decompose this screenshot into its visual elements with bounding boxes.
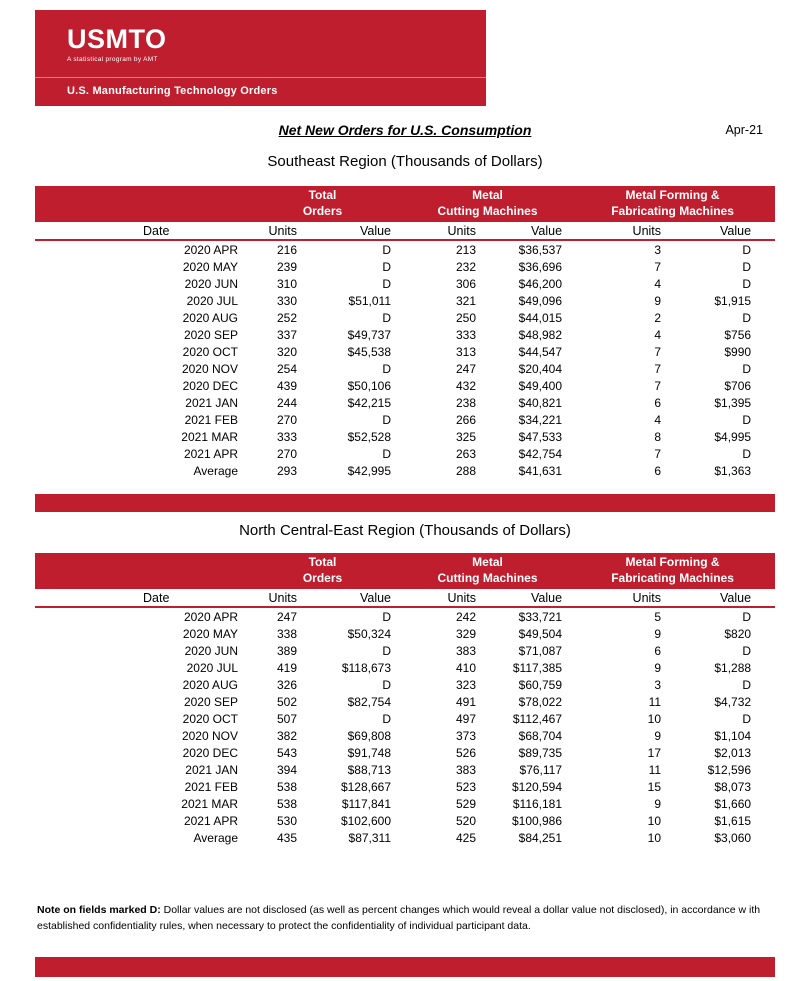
- number-cell: 213: [455, 242, 477, 257]
- number-cell: D: [742, 259, 752, 274]
- number-cell: 439: [276, 378, 297, 393]
- number-cell: D: [742, 677, 752, 692]
- date-cell: 2020 JUN: [184, 276, 238, 291]
- number-cell: 4: [654, 276, 662, 291]
- number-cell: 310: [276, 276, 297, 291]
- north-central-east-table-body: [35, 607, 775, 846]
- number-cell: $1,660: [714, 796, 752, 811]
- number-cell: $1,104: [714, 728, 752, 743]
- confidentiality-note: [37, 903, 761, 935]
- number-cell: D: [382, 310, 392, 325]
- date-cell: 2021 MAR: [181, 796, 238, 811]
- number-cell: $2,013: [714, 745, 752, 760]
- number-cell: 254: [276, 361, 297, 376]
- number-cell: D: [382, 276, 392, 291]
- number-cell: $46,200: [518, 276, 563, 291]
- number-cell: $42,995: [347, 463, 392, 478]
- number-cell: 3: [654, 677, 662, 692]
- number-cell: $68,704: [518, 728, 563, 743]
- number-cell: 9: [654, 728, 662, 743]
- number-cell: 11: [648, 762, 662, 777]
- table-row: [35, 693, 775, 710]
- section-divider-bar: [35, 494, 775, 512]
- group-header-metal-cutting: [405, 186, 570, 222]
- date-cell: 2020 SEP: [183, 694, 238, 709]
- number-cell: 337: [276, 327, 297, 342]
- number-cell: 502: [276, 694, 297, 709]
- column-header-units: Units: [570, 589, 665, 607]
- group-header-spacer: [35, 553, 240, 589]
- number-cell: 263: [455, 446, 477, 461]
- number-cell: $78,022: [518, 694, 563, 709]
- number-cell: D: [382, 412, 392, 427]
- number-cell: $128,667: [340, 779, 392, 794]
- group-label-line: Orders: [302, 571, 343, 585]
- number-cell: $112,467: [512, 711, 563, 726]
- number-cell: $1,363: [714, 463, 752, 478]
- table-row: [35, 343, 775, 360]
- group-header-total-orders: [240, 186, 405, 222]
- number-cell: 9: [654, 626, 662, 641]
- table-row: [35, 642, 775, 659]
- number-cell: D: [742, 446, 752, 461]
- number-cell: 10: [647, 813, 662, 828]
- date-cell: 2020 NOV: [181, 361, 238, 376]
- number-cell: 293: [276, 463, 297, 478]
- table-row: [35, 727, 775, 744]
- number-cell: D: [382, 446, 392, 461]
- number-cell: 507: [276, 711, 297, 726]
- number-cell: D: [382, 643, 392, 658]
- number-cell: 4: [654, 327, 662, 342]
- group-header-total-orders: [240, 553, 405, 589]
- date-cell: Average: [193, 830, 238, 845]
- number-cell: $50,324: [347, 626, 392, 641]
- table-row: [35, 607, 775, 625]
- table-row: [35, 309, 775, 326]
- table-row: [35, 659, 775, 676]
- average-row: [35, 462, 775, 479]
- bottom-bar: [35, 957, 775, 977]
- number-cell: 6: [654, 395, 662, 410]
- usmto-logo: [67, 26, 167, 63]
- number-cell: D: [382, 677, 392, 692]
- region-title-southeast: Southeast Region (Thousands of Dollars): [267, 153, 543, 170]
- date-cell: 2020 APR: [183, 609, 238, 624]
- number-cell: $3,060: [714, 830, 752, 845]
- table-row: [35, 411, 775, 428]
- number-cell: $49,504: [518, 626, 563, 641]
- number-cell: 15: [647, 779, 662, 794]
- number-cell: 247: [455, 361, 477, 376]
- number-cell: 3: [654, 242, 662, 257]
- group-label-line: Total: [308, 555, 337, 570]
- number-cell: 383: [455, 643, 477, 658]
- number-cell: 8: [654, 429, 662, 444]
- number-cell: 9: [654, 660, 662, 675]
- number-cell: $48,982: [518, 327, 563, 342]
- number-cell: $8,073: [714, 779, 752, 794]
- number-cell: 6: [654, 463, 662, 478]
- group-label-line: Fabricating Machines: [611, 204, 734, 218]
- number-cell: $50,106: [347, 378, 392, 393]
- number-cell: $12,596: [707, 762, 752, 777]
- number-cell: 497: [455, 711, 477, 726]
- number-cell: $49,400: [518, 378, 563, 393]
- group-header-metal-forming: [570, 553, 775, 589]
- number-cell: D: [742, 361, 752, 376]
- date-cell: 2020 NOV: [181, 728, 238, 743]
- table-row: [35, 795, 775, 812]
- number-cell: 252: [276, 310, 297, 325]
- column-header-date: Date: [35, 222, 240, 240]
- number-cell: $116,181: [512, 796, 563, 811]
- column-header-units: Units: [570, 222, 665, 240]
- number-cell: 250: [455, 310, 477, 325]
- number-cell: $756: [724, 327, 752, 342]
- number-cell: $20,404: [518, 361, 563, 376]
- number-cell: $117,841: [341, 796, 392, 811]
- column-header-value: Value: [305, 222, 405, 240]
- number-cell: 382: [276, 728, 297, 743]
- number-cell: 523: [455, 779, 477, 794]
- number-cell: 373: [455, 728, 477, 743]
- number-cell: 17: [647, 745, 662, 760]
- date-cell: 2020 DEC: [182, 378, 238, 393]
- date-cell: 2020 OCT: [182, 344, 238, 359]
- number-cell: 232: [455, 259, 477, 274]
- number-cell: 6: [654, 643, 662, 658]
- number-cell: 2: [654, 310, 662, 325]
- date-cell: Average: [193, 463, 238, 478]
- number-cell: $44,015: [518, 310, 563, 325]
- date-cell: 2021 APR: [183, 446, 238, 461]
- number-cell: $1,395: [714, 395, 752, 410]
- number-cell: $82,754: [347, 694, 392, 709]
- column-header-row: [35, 222, 775, 240]
- number-cell: $36,537: [518, 242, 563, 257]
- number-cell: D: [742, 242, 752, 257]
- group-label-line: Metal: [472, 555, 503, 570]
- usmto-banner: [35, 10, 486, 106]
- number-cell: D: [382, 259, 392, 274]
- number-cell: 389: [276, 643, 297, 658]
- group-label-line: Orders: [302, 204, 343, 218]
- number-cell: 7: [654, 259, 662, 274]
- date-cell: 2020 MAY: [182, 259, 238, 274]
- note-label: Note on fields marked D:: [37, 904, 161, 916]
- number-cell: 326: [276, 677, 297, 692]
- table-row: [35, 377, 775, 394]
- date-cell: 2021 MAR: [181, 429, 238, 444]
- group-label-line: Cutting Machines: [437, 204, 538, 218]
- average-row: [35, 829, 775, 846]
- number-cell: 491: [455, 694, 477, 709]
- table-row: [35, 676, 775, 693]
- number-cell: $41,631: [518, 463, 563, 478]
- number-cell: 306: [455, 276, 477, 291]
- table-row: [35, 240, 775, 258]
- table-row: [35, 360, 775, 377]
- number-cell: D: [742, 711, 752, 726]
- number-cell: 538: [276, 779, 297, 794]
- number-cell: 419: [276, 660, 297, 675]
- number-cell: $49,096: [518, 293, 563, 308]
- date-cell: 2020 AUG: [182, 310, 238, 325]
- number-cell: $4,732: [714, 694, 752, 709]
- table-row: [35, 258, 775, 275]
- date-cell: 2020 JUN: [184, 643, 238, 658]
- southeast-table-body: [35, 240, 775, 479]
- table-row: [35, 394, 775, 411]
- table-row: [35, 428, 775, 445]
- number-cell: 333: [276, 429, 297, 444]
- number-cell: $52,528: [347, 429, 392, 444]
- number-cell: 543: [276, 745, 297, 760]
- date-cell: 2021 FEB: [184, 412, 238, 427]
- number-cell: $47,533: [518, 429, 563, 444]
- title-row: [35, 122, 775, 142]
- table-row: [35, 744, 775, 761]
- date-cell: 2020 DEC: [182, 745, 238, 760]
- number-cell: 239: [276, 259, 297, 274]
- number-cell: 435: [276, 830, 297, 845]
- date-cell: 2020 SEP: [183, 327, 238, 342]
- column-header-row: [35, 589, 775, 607]
- number-cell: D: [742, 643, 752, 658]
- table-row: [35, 761, 775, 778]
- number-cell: $4,995: [714, 429, 752, 444]
- number-cell: $89,735: [518, 745, 563, 760]
- number-cell: 333: [455, 327, 477, 342]
- number-cell: 330: [276, 293, 297, 308]
- date-cell: 2020 OCT: [182, 711, 238, 726]
- column-header-units: Units: [405, 589, 480, 607]
- number-cell: 394: [276, 762, 297, 777]
- column-header-value: Value: [305, 589, 405, 607]
- column-header-units: Units: [240, 589, 305, 607]
- banner-divider: [35, 77, 486, 78]
- number-cell: $1,288: [714, 660, 752, 675]
- number-cell: 529: [455, 796, 477, 811]
- number-cell: $117,385: [512, 660, 563, 675]
- number-cell: $706: [724, 378, 752, 393]
- number-cell: 242: [455, 609, 477, 624]
- number-cell: $102,600: [340, 813, 392, 828]
- table-row: [35, 275, 775, 292]
- region-title-north-central-east: North Central-East Region (Thousands of Dollars): [239, 522, 571, 539]
- number-cell: $34,221: [518, 412, 563, 427]
- column-header-value: Value: [665, 589, 775, 607]
- number-cell: 4: [654, 412, 662, 427]
- number-cell: 216: [276, 242, 297, 257]
- column-header-units: Units: [240, 222, 305, 240]
- column-header-value: Value: [480, 222, 570, 240]
- number-cell: 7: [654, 378, 662, 393]
- number-cell: 247: [276, 609, 297, 624]
- date-cell: 2020 APR: [183, 242, 238, 257]
- number-cell: 7: [654, 344, 662, 359]
- number-cell: 270: [276, 412, 297, 427]
- group-label-line: Cutting Machines: [437, 571, 538, 585]
- number-cell: 10: [647, 830, 662, 845]
- number-cell: $51,011: [348, 293, 392, 308]
- number-cell: 338: [276, 626, 297, 641]
- group-header-row: [35, 186, 775, 222]
- group-header-spacer: [35, 186, 240, 222]
- column-header-value: Value: [480, 589, 570, 607]
- number-cell: 432: [455, 378, 477, 393]
- number-cell: 270: [276, 446, 297, 461]
- number-cell: $71,087: [518, 643, 563, 658]
- usmto-logo-tagline: A statistical program by AMT: [67, 56, 158, 63]
- group-header-metal-cutting: [405, 553, 570, 589]
- number-cell: 325: [455, 429, 477, 444]
- number-cell: D: [742, 412, 752, 427]
- banner-subtitle: U.S. Manufacturing Technology Orders: [67, 85, 278, 97]
- number-cell: $69,808: [347, 728, 392, 743]
- date-cell: 2020 JUL: [186, 660, 238, 675]
- number-cell: $76,117: [519, 762, 563, 777]
- number-cell: 288: [455, 463, 477, 478]
- table-row: [35, 778, 775, 795]
- number-cell: D: [742, 609, 752, 624]
- number-cell: $990: [724, 344, 752, 359]
- number-cell: D: [382, 361, 392, 376]
- number-cell: 530: [276, 813, 297, 828]
- date-cell: 2021 FEB: [184, 779, 238, 794]
- number-cell: $118,673: [341, 660, 392, 675]
- number-cell: $120,594: [511, 779, 563, 794]
- number-cell: $1,915: [714, 293, 752, 308]
- number-cell: 5: [654, 609, 662, 624]
- number-cell: 425: [455, 830, 477, 845]
- table-row: [35, 710, 775, 727]
- column-header-units: Units: [405, 222, 480, 240]
- number-cell: D: [382, 711, 392, 726]
- number-cell: 313: [455, 344, 477, 359]
- number-cell: $45,538: [347, 344, 392, 359]
- group-label-line: Total: [308, 188, 337, 203]
- column-header-value: Value: [665, 222, 775, 240]
- group-header-metal-forming: [570, 186, 775, 222]
- date-cell: 2021 APR: [183, 813, 238, 828]
- number-cell: 321: [455, 293, 477, 308]
- number-cell: 266: [455, 412, 477, 427]
- number-cell: 10: [647, 711, 662, 726]
- number-cell: $1,615: [714, 813, 752, 828]
- date-cell: 2021 JAN: [185, 395, 238, 410]
- number-cell: 329: [455, 626, 477, 641]
- number-cell: $40,821: [518, 395, 563, 410]
- number-cell: $88,713: [347, 762, 392, 777]
- number-cell: $33,721: [518, 609, 563, 624]
- number-cell: D: [382, 609, 392, 624]
- group-header-row: [35, 553, 775, 589]
- number-cell: 383: [455, 762, 477, 777]
- number-cell: $49,737: [347, 327, 392, 342]
- number-cell: 11: [648, 694, 662, 709]
- column-header-date: Date: [35, 589, 240, 607]
- number-cell: $42,215: [347, 395, 392, 410]
- table-row: [35, 292, 775, 309]
- group-label-line: Metal Forming &: [625, 555, 720, 570]
- number-cell: $820: [724, 626, 752, 641]
- number-cell: 320: [276, 344, 297, 359]
- number-cell: D: [382, 242, 392, 257]
- north-central-east-orders-table: [35, 553, 775, 846]
- table-row: [35, 445, 775, 462]
- date-cell: 2020 AUG: [182, 677, 238, 692]
- number-cell: 9: [654, 293, 662, 308]
- number-cell: $84,251: [518, 830, 563, 845]
- date-cell: 2021 JAN: [185, 762, 238, 777]
- number-cell: $87,311: [348, 830, 392, 845]
- date-cell: 2020 MAY: [182, 626, 238, 641]
- number-cell: 9: [654, 796, 662, 811]
- number-cell: 244: [276, 395, 297, 410]
- number-cell: $36,696: [518, 259, 563, 274]
- number-cell: 238: [455, 395, 477, 410]
- number-cell: 526: [455, 745, 477, 760]
- report-title: Net New Orders for U.S. Consumption: [278, 122, 532, 138]
- number-cell: $100,986: [511, 813, 563, 828]
- number-cell: 7: [654, 446, 662, 461]
- group-label-line: Metal Forming &: [625, 188, 720, 203]
- number-cell: 538: [276, 796, 297, 811]
- report-date: Apr-21: [725, 123, 763, 137]
- number-cell: 7: [654, 361, 662, 376]
- number-cell: D: [742, 276, 752, 291]
- date-cell: 2020 JUL: [186, 293, 238, 308]
- number-cell: 323: [455, 677, 477, 692]
- table-row: [35, 812, 775, 829]
- number-cell: $44,547: [518, 344, 563, 359]
- usmto-logo-text: USMTO: [67, 24, 167, 54]
- number-cell: 410: [455, 660, 477, 675]
- southeast-orders-table: [35, 186, 775, 479]
- number-cell: $60,759: [518, 677, 563, 692]
- table-row: [35, 326, 775, 343]
- note-text: Dollar values are not disclosed (as well as percent changes which would reveal a dollar value not disclosed), in accordance w ith established confidentiality rules, when necessary to protect the confidentiality of individual participant data.: [37, 904, 761, 932]
- number-cell: $91,748: [347, 745, 392, 760]
- number-cell: $42,754: [518, 446, 563, 461]
- table-row: [35, 625, 775, 642]
- group-label-line: Metal: [472, 188, 503, 203]
- number-cell: D: [742, 310, 752, 325]
- group-label-line: Fabricating Machines: [611, 571, 734, 585]
- number-cell: 520: [455, 813, 477, 828]
